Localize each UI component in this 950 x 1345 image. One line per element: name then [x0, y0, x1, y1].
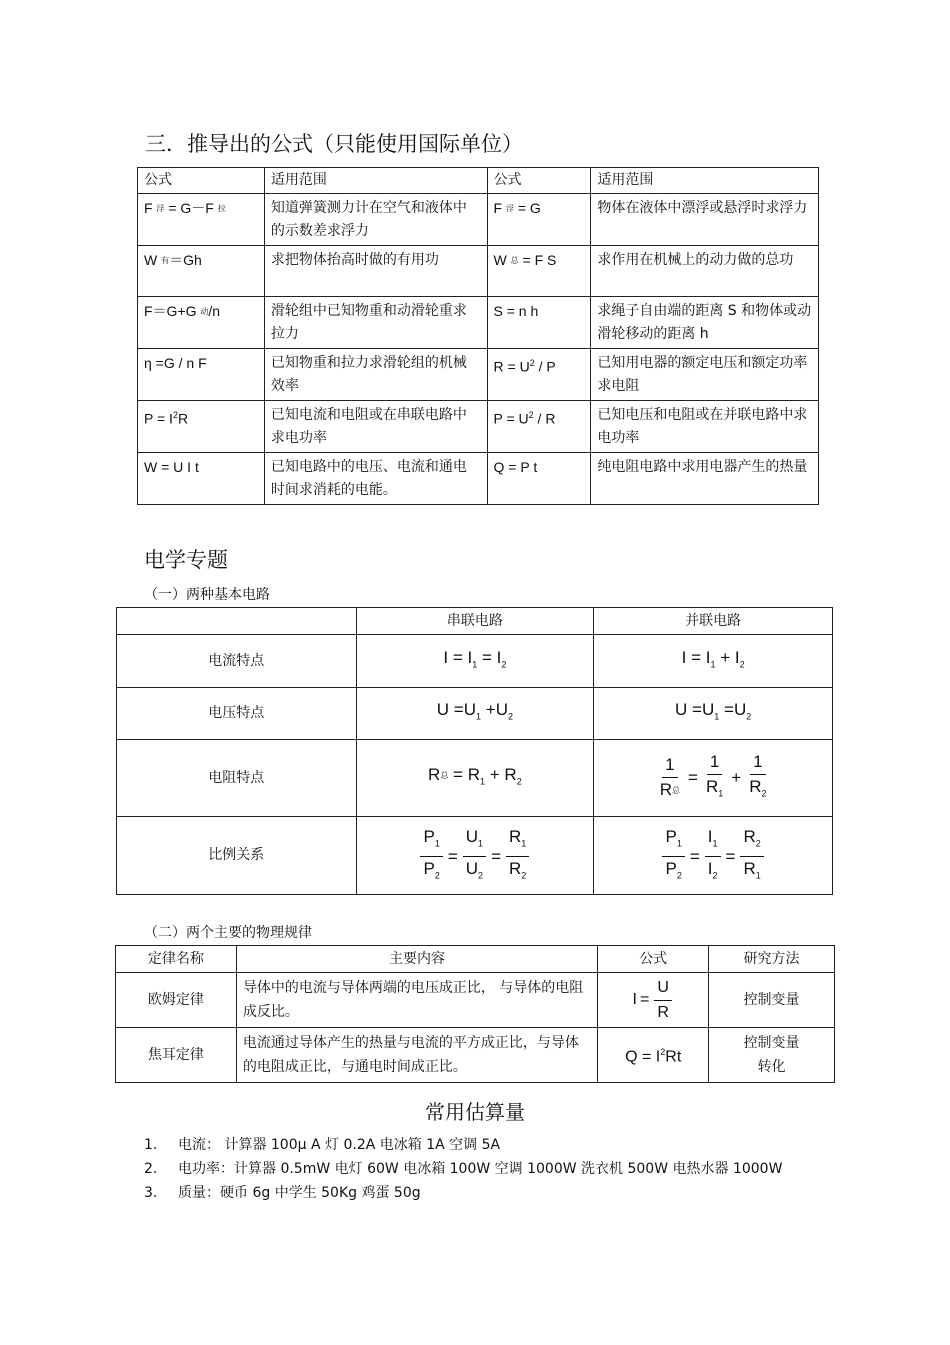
voltage-row — [117, 688, 833, 740]
header-cell: 研究方法 — [709, 946, 835, 973]
series-ratio-formula: $\frac{P_1}{P_2}$ = $\frac{U_1}{U_2}$ = $\frac{R_1}{R_2}$ — [356, 817, 594, 895]
estimates-list — [144, 1133, 824, 1205]
estimates-title: 常用估算量 — [425, 1100, 525, 1124]
list-text: 质量：硬币 6g 中学生 50Kg 鸡蛋 50g — [178, 1185, 421, 1201]
list-number: 3. — [144, 1185, 158, 1201]
list-number: 2. — [144, 1161, 158, 1177]
electric-title: 电学专题 — [144, 548, 228, 572]
scope-cell: 求把物体抬高时做的有用功 — [264, 246, 487, 297]
table-row — [138, 246, 819, 297]
header-cell: 适用范围 — [591, 168, 819, 194]
formula-cell: F＝G+G $_动$/n — [138, 297, 265, 349]
scope-cell: 滑轮组中已知物重和动滑轮重求拉力 — [264, 297, 487, 349]
formula-cell: $R = U^2 / P$ — [487, 349, 591, 401]
list-text: 电功率：计算器 0.5mW 电灯 60W 电冰箱 100W 空调 1000W 洗衣机 500W 电热水器 1000W — [178, 1161, 783, 1177]
table-row — [138, 349, 819, 401]
parallel-ratio-formula: $\frac{P_1}{P_2}$ = $\frac{I_1}{I_2}$ = $\frac{R_2}{R_1}$ — [594, 817, 833, 895]
scope-cell: 求绳子自由端的距离 S 和物体或动滑轮移动的距离 h — [591, 297, 819, 349]
formula-cell: η =G / n F — [138, 349, 265, 401]
formula-cell: F $_浮$ = G — [487, 194, 591, 246]
header-cell: 并联电路 — [594, 608, 833, 635]
joule-law-row — [116, 1028, 835, 1083]
header-cell: 定律名称 — [116, 946, 237, 973]
method-line: 转化 — [757, 1059, 786, 1075]
ohm-law-row — [116, 973, 835, 1028]
scope-cell: 已知物重和拉力求滑轮组的机械效率 — [264, 349, 487, 401]
series-resistance-formula: $R_总 = R_1 + R_2$ — [356, 740, 594, 817]
method-line: 控制变量 — [743, 1035, 800, 1051]
formula-cell: $P = I^2R$ — [138, 401, 265, 453]
circuit-table — [116, 607, 833, 895]
scope-cell: 已知电压和电阻或在并联电路中求电功率 — [591, 401, 819, 453]
list-item — [144, 1157, 808, 1181]
list-number: 1. — [144, 1137, 158, 1153]
header-cell: 串联电路 — [356, 608, 594, 635]
scope-cell: 知道弹簧测力计在空气和液体中的示数差求浮力 — [264, 194, 487, 246]
current-row — [117, 635, 833, 688]
header-cell — [117, 608, 357, 635]
header-cell: 主要内容 — [236, 946, 597, 973]
parallel-voltage-formula: $U =U_1 =U_2$ — [594, 688, 833, 740]
formula-cell: W $_总$ = F S — [487, 246, 591, 297]
section-title: 三．推导出的公式（只能使用国际单位） — [145, 132, 523, 156]
row-label: 电流特点 — [117, 635, 357, 688]
law-method: 控制变量 — [709, 973, 835, 1028]
scope-cell: 纯电阻电路中求用电器产生的热量 — [591, 453, 819, 505]
law-content: 电流通过导体产生的热量与电流的平方成正比，与导体的电阻成正比，与通电时间成正比。 — [236, 1028, 597, 1083]
list-text: 电流： 计算器 100μ A 灯 0.2A 电冰箱 1A 空调 5A — [178, 1137, 501, 1153]
scope-cell: 物体在液体中漂浮或悬浮时求浮力 — [591, 194, 819, 246]
header-cell: 公式 — [138, 168, 265, 194]
parallel-current-formula: $I = I_1 + I_2$ — [594, 635, 833, 688]
row-label: 电压特点 — [117, 688, 357, 740]
laws-subtitle: （二）两个主要的物理规律 — [144, 925, 312, 941]
list-item — [144, 1133, 824, 1157]
formula-cell: Q = P t — [487, 453, 591, 505]
law-name: 焦耳定律 — [116, 1028, 237, 1083]
header-cell: 适用范围 — [264, 168, 487, 194]
header-cell: 公式 — [598, 946, 709, 973]
law-content: 导体中的电流与导体两端的电压成正比， 与导体的电阻成反比。 — [236, 973, 597, 1028]
ohm-law-formula: I = $\frac{U}{R}$ — [598, 973, 709, 1028]
header-cell: 公式 — [487, 168, 591, 194]
ratio-row — [117, 817, 833, 895]
law-name: 欧姆定律 — [116, 973, 237, 1028]
resistance-row — [117, 740, 833, 817]
series-current-formula: $I = I_1 = I_2$ — [356, 635, 594, 688]
table-row — [138, 401, 819, 453]
formula-cell: S = n h — [487, 297, 591, 349]
circuits-subtitle: （一）两种基本电路 — [144, 587, 270, 603]
formula-cell: $P = U^2 / R$ — [487, 401, 591, 453]
scope-cell: 已知电流和电阻或在串联电路中求电功率 — [264, 401, 487, 453]
table-header-row — [116, 946, 835, 973]
table-row — [138, 453, 819, 505]
list-item — [144, 1181, 824, 1205]
formula-cell: W = U I t — [138, 453, 265, 505]
laws-table — [115, 945, 835, 1083]
formula-table — [137, 167, 819, 505]
table-header-row — [117, 608, 833, 635]
series-voltage-formula: $U =U_1 +U_2$ — [356, 688, 594, 740]
law-method — [709, 1028, 835, 1083]
table-row — [138, 297, 819, 349]
table-row — [138, 194, 819, 246]
row-label: 比例关系 — [117, 817, 357, 895]
table-header-row — [138, 168, 819, 194]
formula-cell: W $_有$＝Gh — [138, 246, 265, 297]
scope-cell: 已知电路中的电压、电流和通电时间求消耗的电能。 — [264, 453, 487, 505]
formula-cell: F $_浮$ = G－F $_拉$ — [138, 194, 265, 246]
scope-cell: 已知用电器的额定电压和额定功率求电阻 — [591, 349, 819, 401]
joule-law-formula: $Q = I^2Rt$ — [598, 1028, 709, 1083]
scope-cell: 求作用在机械上的动力做的总功 — [591, 246, 819, 297]
parallel-resistance-formula: $\frac{1}{R_总}$ = $\frac{1}{R_1}$ + $\frac{1}{R_2}$ — [594, 740, 833, 817]
row-label: 电阻特点 — [117, 740, 357, 817]
